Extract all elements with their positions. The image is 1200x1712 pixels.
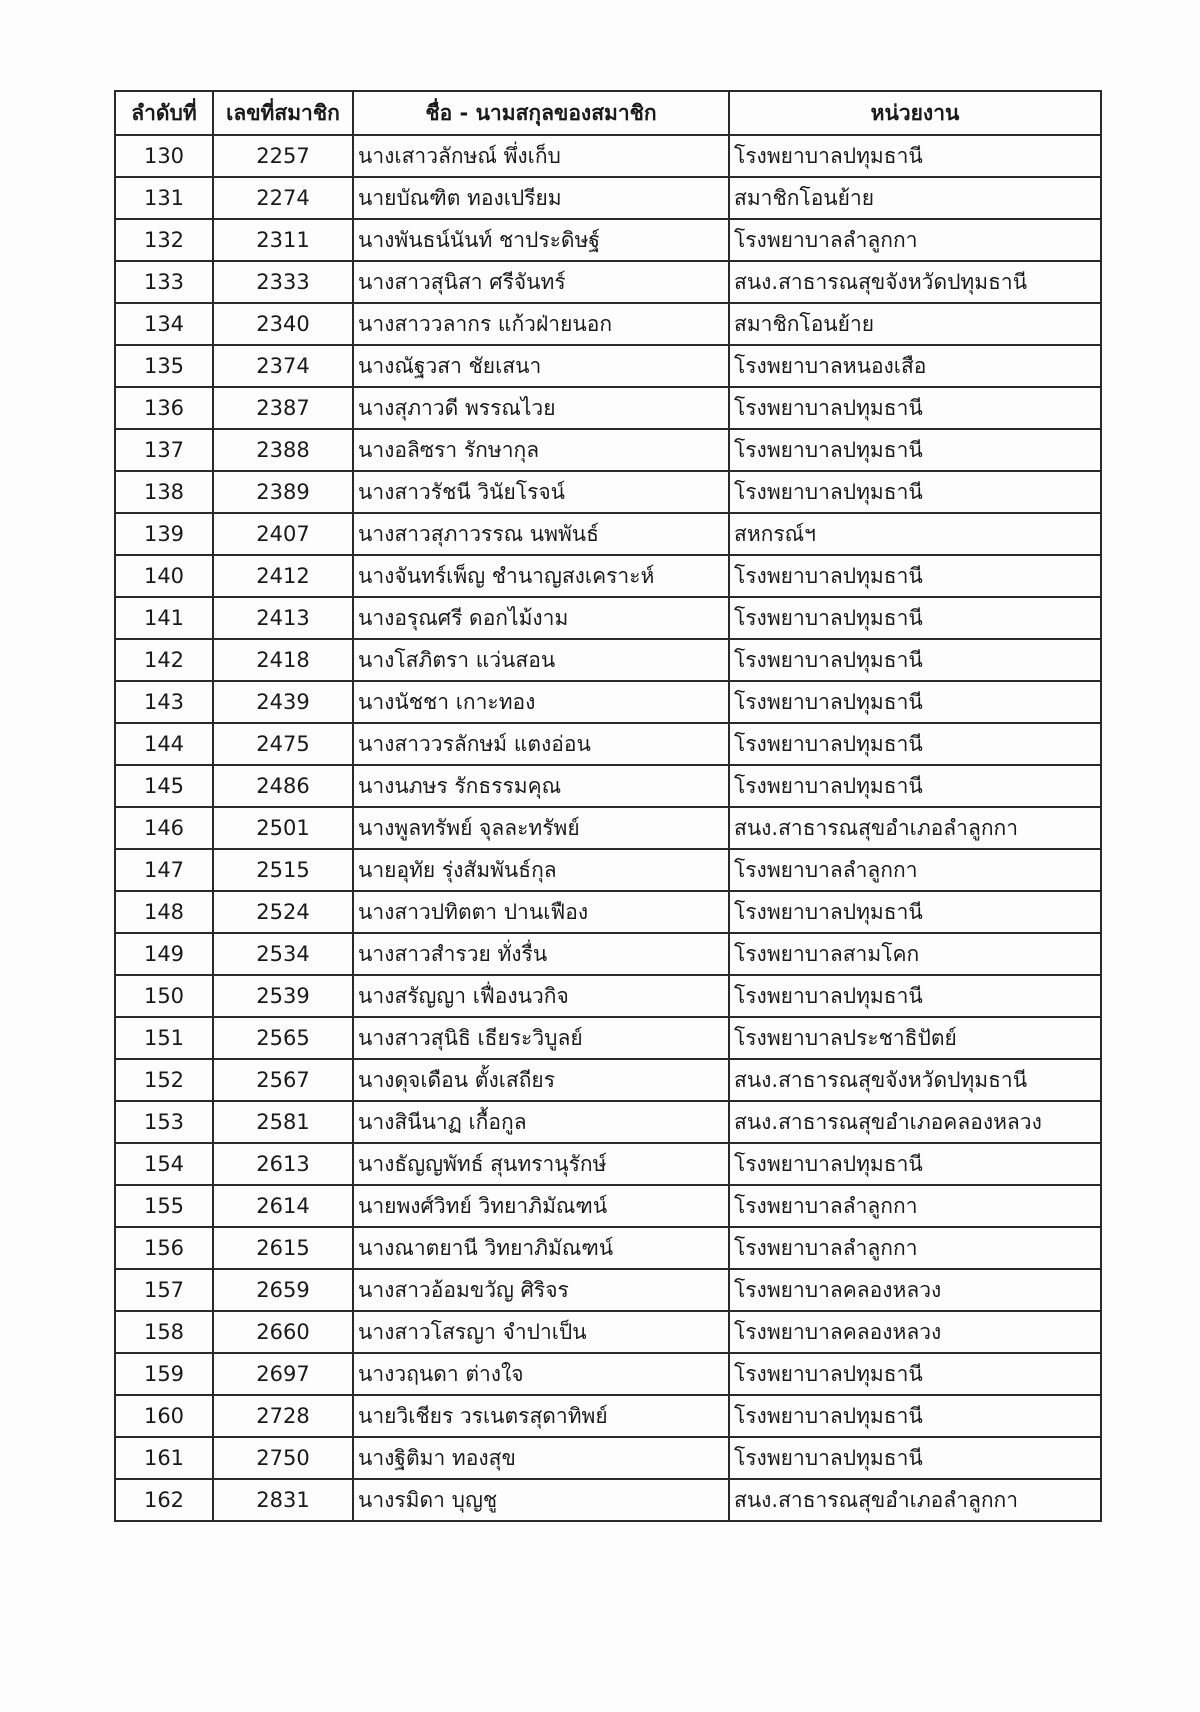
cell-member-id: 2613 xyxy=(213,1143,353,1185)
table-row xyxy=(115,597,1101,639)
cell-unit: โรงพยาบาลปทุมธานี xyxy=(729,135,1101,177)
table-row xyxy=(115,1185,1101,1227)
cell-no: 143 xyxy=(115,681,213,723)
cell-no: 139 xyxy=(115,513,213,555)
table-row xyxy=(115,303,1101,345)
cell-no: 148 xyxy=(115,891,213,933)
cell-name: นางณัฐวสา ชัยเสนา xyxy=(353,345,729,387)
table-row xyxy=(115,1269,1101,1311)
cell-no: 135 xyxy=(115,345,213,387)
cell-unit: โรงพยาบาลคลองหลวง xyxy=(729,1269,1101,1311)
cell-no: 158 xyxy=(115,1311,213,1353)
cell-unit: โรงพยาบาลสามโคก xyxy=(729,933,1101,975)
cell-no: 134 xyxy=(115,303,213,345)
cell-unit: โรงพยาบาลปทุมธานี xyxy=(729,765,1101,807)
table-row xyxy=(115,177,1101,219)
cell-member-id: 2475 xyxy=(213,723,353,765)
cell-name: นางสาวปทิตตา ปานเฟือง xyxy=(353,891,729,933)
table-row xyxy=(115,807,1101,849)
cell-unit: สนง.สาธารณสุขอำเภอลำลูกกา xyxy=(729,807,1101,849)
cell-unit: โรงพยาบาลปทุมธานี xyxy=(729,975,1101,1017)
cell-unit: โรงพยาบาลหนองเสือ xyxy=(729,345,1101,387)
cell-unit: โรงพยาบาลปทุมธานี xyxy=(729,597,1101,639)
table-row xyxy=(115,135,1101,177)
cell-unit: สนง.สาธารณสุขจังหวัดปทุมธานี xyxy=(729,261,1101,303)
table-row xyxy=(115,765,1101,807)
cell-member-id: 2374 xyxy=(213,345,353,387)
cell-name: นายพงศ์วิทย์ วิทยาภิมัณฑน์ xyxy=(353,1185,729,1227)
cell-no: 136 xyxy=(115,387,213,429)
cell-name: นางรมิดา บุญชู xyxy=(353,1479,729,1521)
cell-unit: โรงพยาบาลปทุมธานี xyxy=(729,681,1101,723)
table-row xyxy=(115,849,1101,891)
header-member-id: เลขที่สมาชิก xyxy=(213,91,353,135)
cell-unit: สนง.สาธารณสุขอำเภอลำลูกกา xyxy=(729,1479,1101,1521)
table-row xyxy=(115,933,1101,975)
cell-name: นางสาววลากร แก้วฝ่ายนอก xyxy=(353,303,729,345)
cell-name: นางอรุณศรี ดอกไม้งาม xyxy=(353,597,729,639)
cell-unit: โรงพยาบาลปทุมธานี xyxy=(729,429,1101,471)
cell-member-id: 2439 xyxy=(213,681,353,723)
cell-name: นางพันธน์นันท์ ชาประดิษฐ์ xyxy=(353,219,729,261)
cell-member-id: 2728 xyxy=(213,1395,353,1437)
cell-unit: โรงพยาบาลปทุมธานี xyxy=(729,723,1101,765)
cell-member-id: 2660 xyxy=(213,1311,353,1353)
cell-name: นางสินีนาฏ เกื้อกูล xyxy=(353,1101,729,1143)
cell-no: 154 xyxy=(115,1143,213,1185)
cell-member-id: 2274 xyxy=(213,177,353,219)
cell-member-id: 2389 xyxy=(213,471,353,513)
cell-no: 142 xyxy=(115,639,213,681)
table-row xyxy=(115,219,1101,261)
cell-unit: โรงพยาบาลปทุมธานี xyxy=(729,639,1101,681)
cell-member-id: 2567 xyxy=(213,1059,353,1101)
cell-member-id: 2418 xyxy=(213,639,353,681)
table-row xyxy=(115,513,1101,555)
cell-unit: โรงพยาบาลปทุมธานี xyxy=(729,555,1101,597)
cell-member-id: 2539 xyxy=(213,975,353,1017)
cell-unit: โรงพยาบาลปทุมธานี xyxy=(729,891,1101,933)
table-row xyxy=(115,1479,1101,1521)
cell-member-id: 2407 xyxy=(213,513,353,555)
cell-no: 161 xyxy=(115,1437,213,1479)
cell-no: 133 xyxy=(115,261,213,303)
cell-name: นางสาวสำรวย ทั่งรื่น xyxy=(353,933,729,975)
cell-member-id: 2412 xyxy=(213,555,353,597)
cell-no: 149 xyxy=(115,933,213,975)
table-row xyxy=(115,1143,1101,1185)
header-row xyxy=(115,91,1101,135)
cell-no: 162 xyxy=(115,1479,213,1521)
cell-member-id: 2257 xyxy=(213,135,353,177)
table-header xyxy=(115,91,1101,135)
table-row xyxy=(115,639,1101,681)
cell-name: นางนัชชา เกาะทอง xyxy=(353,681,729,723)
cell-unit: โรงพยาบาลลำลูกกา xyxy=(729,1185,1101,1227)
cell-name: นางดุจเดือน ตั้งเสถียร xyxy=(353,1059,729,1101)
cell-no: 132 xyxy=(115,219,213,261)
table-row xyxy=(115,891,1101,933)
cell-no: 140 xyxy=(115,555,213,597)
table-row xyxy=(115,1017,1101,1059)
cell-member-id: 2831 xyxy=(213,1479,353,1521)
cell-no: 156 xyxy=(115,1227,213,1269)
cell-unit: โรงพยาบาลปทุมธานี xyxy=(729,1395,1101,1437)
cell-name: นางสาวรัชนี วินัยโรจน์ xyxy=(353,471,729,513)
cell-no: 146 xyxy=(115,807,213,849)
cell-member-id: 2340 xyxy=(213,303,353,345)
cell-name: นายบัณฑิต ทองเปรียม xyxy=(353,177,729,219)
cell-no: 137 xyxy=(115,429,213,471)
cell-unit: โรงพยาบาลปทุมธานี xyxy=(729,1437,1101,1479)
cell-unit: สนง.สาธารณสุขอำเภอคลองหลวง xyxy=(729,1101,1101,1143)
cell-name: นางอลิซรา รักษากุล xyxy=(353,429,729,471)
cell-no: 131 xyxy=(115,177,213,219)
cell-name: นางนภษร รักธรรมคุณ xyxy=(353,765,729,807)
cell-name: นางสาวสุภาวรรณ นพพันธ์ xyxy=(353,513,729,555)
cell-member-id: 2333 xyxy=(213,261,353,303)
table-row xyxy=(115,429,1101,471)
cell-name: นางจันทร์เพ็ญ ชำนาญสงเคราะห์ xyxy=(353,555,729,597)
cell-member-id: 2534 xyxy=(213,933,353,975)
header-unit: หน่วยงาน xyxy=(729,91,1101,135)
table-row xyxy=(115,1227,1101,1269)
member-table xyxy=(114,90,1102,1522)
cell-unit: โรงพยาบาลปทุมธานี xyxy=(729,471,1101,513)
cell-no: 145 xyxy=(115,765,213,807)
table-row xyxy=(115,261,1101,303)
cell-name: นางณาตยานี วิทยาภิมัณฑน์ xyxy=(353,1227,729,1269)
cell-member-id: 2311 xyxy=(213,219,353,261)
cell-member-id: 2697 xyxy=(213,1353,353,1395)
cell-member-id: 2388 xyxy=(213,429,353,471)
cell-name: นางสาวอ้อมขวัญ ศิริจร xyxy=(353,1269,729,1311)
cell-no: 152 xyxy=(115,1059,213,1101)
cell-member-id: 2565 xyxy=(213,1017,353,1059)
cell-no: 153 xyxy=(115,1101,213,1143)
cell-member-id: 2614 xyxy=(213,1185,353,1227)
table-row xyxy=(115,1353,1101,1395)
cell-unit: โรงพยาบาลลำลูกกา xyxy=(729,219,1101,261)
table-row xyxy=(115,723,1101,765)
cell-member-id: 2581 xyxy=(213,1101,353,1143)
cell-unit: โรงพยาบาลคลองหลวง xyxy=(729,1311,1101,1353)
cell-name: นางเสาวลักษณ์ พึ่งเก็บ xyxy=(353,135,729,177)
cell-no: 138 xyxy=(115,471,213,513)
cell-no: 155 xyxy=(115,1185,213,1227)
cell-unit: โรงพยาบาลลำลูกกา xyxy=(729,1227,1101,1269)
cell-name: นางพูลทรัพย์ จุลละทรัพย์ xyxy=(353,807,729,849)
cell-member-id: 2750 xyxy=(213,1437,353,1479)
cell-unit: โรงพยาบาลปทุมธานี xyxy=(729,387,1101,429)
table-row xyxy=(115,975,1101,1017)
table-row xyxy=(115,1059,1101,1101)
cell-member-id: 2659 xyxy=(213,1269,353,1311)
cell-name: นางสาวสุนิสา ศรีจันทร์ xyxy=(353,261,729,303)
cell-unit: โรงพยาบาลลำลูกกา xyxy=(729,849,1101,891)
cell-name: นางโสภิตรา แว่นสอน xyxy=(353,639,729,681)
table-row xyxy=(115,1101,1101,1143)
table-row xyxy=(115,1311,1101,1353)
cell-no: 147 xyxy=(115,849,213,891)
table-row xyxy=(115,471,1101,513)
table-row xyxy=(115,681,1101,723)
cell-member-id: 2486 xyxy=(213,765,353,807)
cell-unit: โรงพยาบาลประชาธิปัตย์ xyxy=(729,1017,1101,1059)
table-body xyxy=(115,135,1101,1521)
cell-unit: สมาชิกโอนย้าย xyxy=(729,177,1101,219)
table-row xyxy=(115,345,1101,387)
cell-unit: โรงพยาบาลปทุมธานี xyxy=(729,1143,1101,1185)
cell-member-id: 2501 xyxy=(213,807,353,849)
cell-no: 130 xyxy=(115,135,213,177)
cell-name: นางสาวสุนิธิ เธียระวิบูลย์ xyxy=(353,1017,729,1059)
cell-no: 141 xyxy=(115,597,213,639)
cell-member-id: 2515 xyxy=(213,849,353,891)
cell-member-id: 2524 xyxy=(213,891,353,933)
cell-member-id: 2387 xyxy=(213,387,353,429)
table-row xyxy=(115,387,1101,429)
cell-name: นางวฤนดา ต่างใจ xyxy=(353,1353,729,1395)
cell-name: นางสรัญญา เฟื่องนวกิจ xyxy=(353,975,729,1017)
header-no: ลำดับที่ xyxy=(115,91,213,135)
cell-no: 144 xyxy=(115,723,213,765)
cell-name: นางสุภาวดี พรรณไวย xyxy=(353,387,729,429)
cell-name: นางสาววรลักษม์ แตงอ่อน xyxy=(353,723,729,765)
table-row xyxy=(115,1395,1101,1437)
cell-no: 157 xyxy=(115,1269,213,1311)
cell-unit: สนง.สาธารณสุขจังหวัดปทุมธานี xyxy=(729,1059,1101,1101)
cell-no: 159 xyxy=(115,1353,213,1395)
table-row xyxy=(115,1437,1101,1479)
cell-no: 151 xyxy=(115,1017,213,1059)
cell-unit: โรงพยาบาลปทุมธานี xyxy=(729,1353,1101,1395)
cell-unit: สมาชิกโอนย้าย xyxy=(729,303,1101,345)
cell-member-id: 2615 xyxy=(213,1227,353,1269)
table-row xyxy=(115,555,1101,597)
cell-unit: สหกรณ์ฯ xyxy=(729,513,1101,555)
cell-member-id: 2413 xyxy=(213,597,353,639)
cell-name: นายอุทัย รุ่งสัมพันธ์กุล xyxy=(353,849,729,891)
cell-no: 150 xyxy=(115,975,213,1017)
cell-name: นางธัญญพัทธ์ สุนทรานุรักษ์ xyxy=(353,1143,729,1185)
cell-name: นายวิเชียร วรเนตรสุดาทิพย์ xyxy=(353,1395,729,1437)
cell-name: นางสาวโสรญา จำปาเป็น xyxy=(353,1311,729,1353)
cell-no: 160 xyxy=(115,1395,213,1437)
cell-name: นางฐิติมา ทองสุข xyxy=(353,1437,729,1479)
header-name: ชื่อ - นามสกุลของสมาชิก xyxy=(353,91,729,135)
